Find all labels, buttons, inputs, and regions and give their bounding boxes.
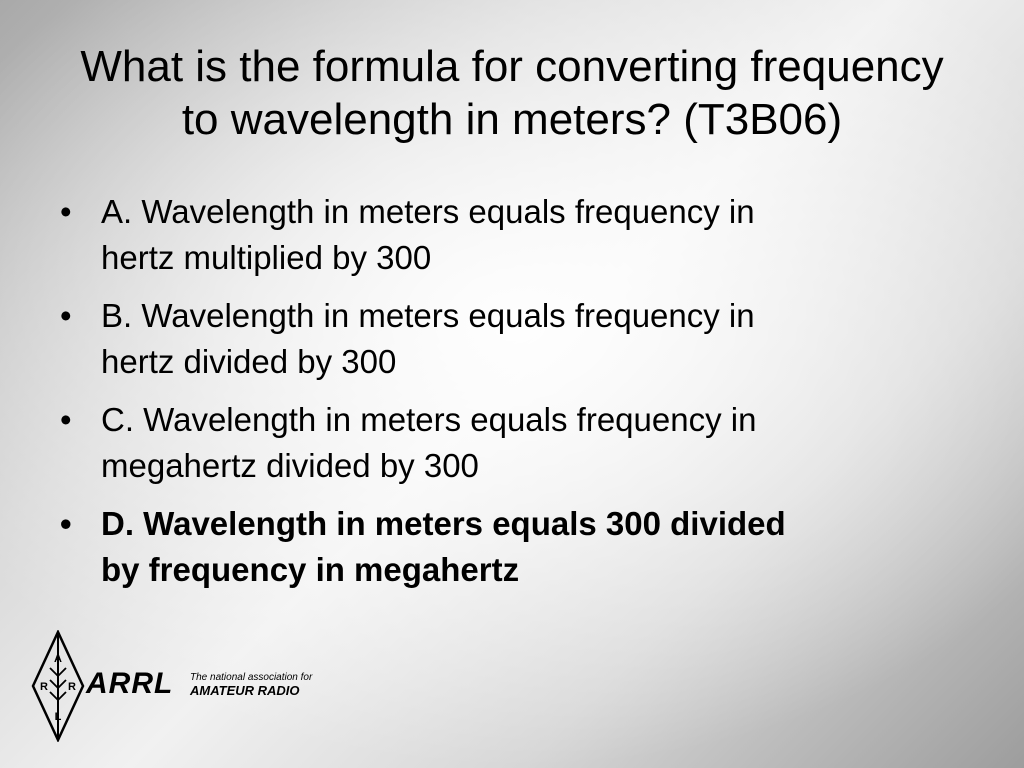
option-c [56,397,976,489]
bullet-icon: • [60,297,72,334]
option-b [56,293,976,385]
option-a-line-2: hertz multiplied by 300 [101,239,432,276]
bullet-icon: • [60,193,72,230]
option-c-line-1: C. Wavelength in meters equals frequency in [101,401,757,438]
bullet-icon: • [60,505,72,542]
diamond-letter-r-left: R [40,681,48,693]
option-d-correct-answer [56,501,976,593]
option-a-line-1: A. Wavelength in meters equals frequency in [101,193,755,230]
title-line-1: What is the formula for converting frequency [80,42,944,91]
diamond-letter-l: L [54,711,62,723]
arrl-logo [30,630,340,742]
option-b-line-1: B. Wavelength in meters equals frequency in [101,297,755,334]
option-b-line-2: hertz divided by 300 [101,343,397,380]
option-a [56,189,976,281]
title-line-2: to wavelength in meters? (T3B06) [181,95,843,144]
arrl-diamond-icon [30,630,86,742]
diamond-letter-a: A [54,653,62,665]
option-d-line-2: by frequency in megahertz [101,551,520,588]
arrl-wordmark: ARRL [86,667,174,700]
diamond-letter-r-right: R [68,681,76,693]
answer-options-list [56,189,976,605]
option-d-line-1: D. Wavelength in meters equals 300 divided [101,505,786,542]
option-c-line-2: megahertz divided by 300 [101,447,479,484]
tagline-line-1: The national association for [190,672,313,683]
bullet-icon: • [60,401,72,438]
arrl-tagline [190,672,312,698]
tagline-line-2: AMATEUR RADIO [190,683,300,698]
slide-title [40,40,984,146]
